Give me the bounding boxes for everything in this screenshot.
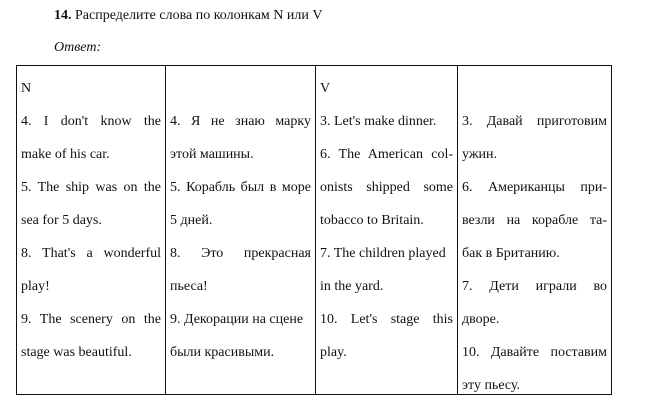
- cell-line: 10. Let's stage this: [320, 312, 453, 327]
- cell-line: 7. Дети играли во: [462, 279, 607, 294]
- cell-line: эту пьесу.: [462, 378, 521, 393]
- exercise-instruction: Распределите слова по колонкам N или V: [75, 8, 323, 23]
- cell-line: 9. The scenery on the: [21, 312, 161, 327]
- column-n-english: [17, 66, 166, 394]
- cell-line: 7. The children played: [320, 246, 446, 261]
- cell-line: 8. Это прекрасная: [170, 246, 311, 261]
- cell-line: дворе.: [462, 312, 500, 327]
- column-v-russian: [458, 66, 611, 394]
- cell-line: бак в Британию.: [462, 246, 560, 261]
- cell-line: in the yard.: [320, 279, 384, 294]
- cell-line: 3. Let's make dinner.: [320, 114, 437, 129]
- cell-line: были красивыми.: [170, 345, 275, 360]
- cell-line: tobacco to Britain.: [320, 213, 424, 228]
- cell-line: sea for 5 days.: [21, 213, 102, 228]
- column-n-russian: [166, 66, 316, 394]
- cell-line: 4. Я не знаю марку: [170, 114, 311, 129]
- answer-label: Ответ:: [54, 40, 102, 55]
- cell-line: 5. Корабль был в море: [170, 180, 311, 195]
- column-v-english: [316, 66, 458, 394]
- cell-line: V: [320, 81, 331, 96]
- answer-table: [16, 65, 612, 395]
- cell-line: 6. The American col-: [320, 147, 453, 162]
- cell-line: [170, 72, 311, 105]
- cell-line: play.: [320, 345, 347, 360]
- cell-line: 5. The ship was on the: [21, 180, 161, 195]
- cell-line: onists shipped some: [320, 180, 453, 195]
- cell-line: везли на корабле та-: [462, 213, 607, 228]
- cell-line: stage was beautiful.: [21, 345, 132, 360]
- cell-line: play!: [21, 279, 50, 294]
- exercise-number: 14.: [54, 8, 72, 23]
- cell-line: 3. Давай приготовим: [462, 114, 607, 129]
- cell-line: 4. I don't know the: [21, 114, 161, 129]
- cell-line: make of his car.: [21, 147, 110, 162]
- cell-line: [462, 72, 607, 105]
- cell-line: 9. Декорации на сцене: [170, 312, 304, 327]
- cell-line: 5 дней.: [170, 213, 213, 228]
- exercise-heading: [54, 8, 322, 24]
- cell-line: 8. That's a wonderful: [21, 246, 161, 261]
- cell-line: ужин.: [462, 147, 497, 162]
- cell-line: этой машины.: [170, 147, 254, 162]
- cell-line: 10. Давайте поставим: [462, 345, 607, 360]
- cell-line: 6. Американцы при-: [462, 180, 607, 195]
- cell-line: N: [21, 81, 32, 96]
- cell-line: пьеса!: [170, 279, 208, 294]
